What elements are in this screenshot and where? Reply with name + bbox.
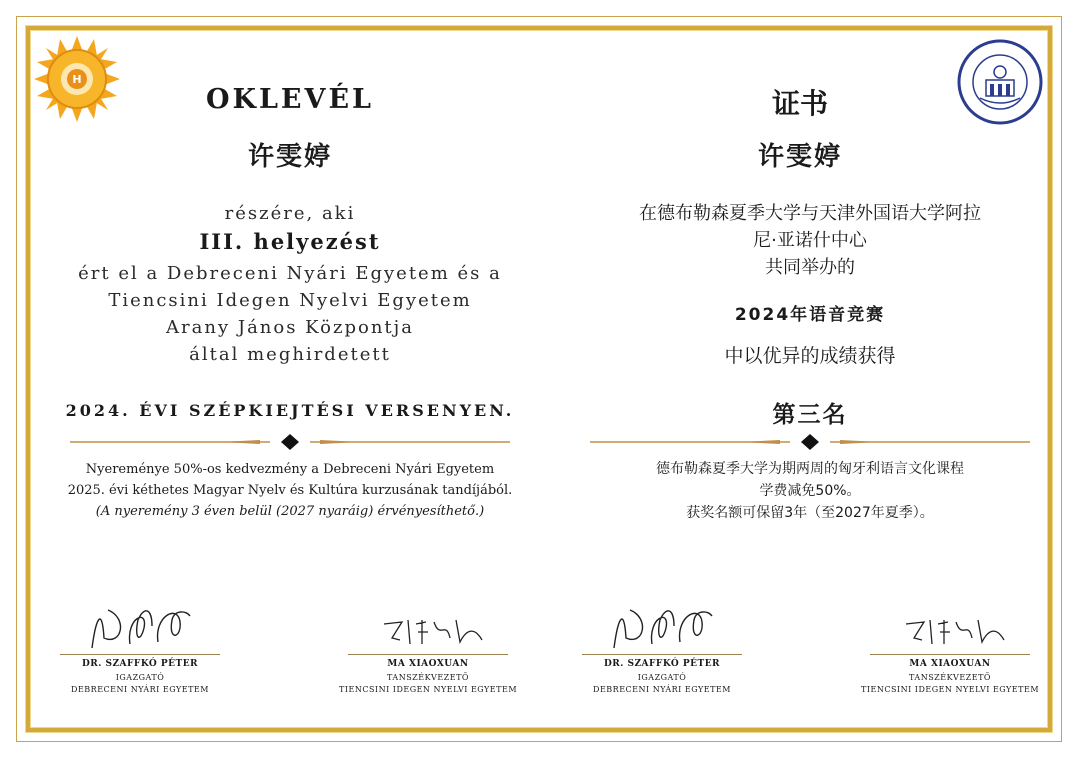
- cn-prize-note: 学费减免50%。: [759, 483, 861, 499]
- signature-block: [582, 598, 742, 698]
- signature-ma-xiaoxuan-icon: [900, 610, 1010, 654]
- signature-szaffko-icon: [82, 598, 202, 654]
- hu-placement: III. helyezést: [199, 229, 381, 254]
- hu-text-line: által meghirdetett: [189, 344, 391, 365]
- signer-role: IGAZGATÓ: [637, 673, 687, 682]
- hu-prize-validity: (A nyeremény 3 éven belül (2027 nyaráig) érvényesíthető.): [95, 504, 485, 519]
- signature-block: [338, 598, 518, 698]
- signature-ma-xiaoxuan-icon: [378, 610, 488, 654]
- signer-org: TIENCSINI IDEGEN NYELVI EGYETEM: [860, 685, 1040, 694]
- cn-prize-note: 德布勒森夏季大学为期两周的匈牙利语言文化课程: [656, 461, 964, 477]
- hu-title: OKLEVÉL: [205, 84, 375, 115]
- signer-role: IGAZGATÓ: [115, 673, 165, 682]
- hu-competition: 2024. ÉVI SZÉPKIEJTÉSI VERSENYEN.: [65, 401, 515, 420]
- hu-text-line: Tiencsini Idegen Nyelvi Egyetem: [108, 290, 472, 311]
- signer-name: DR. SZAFFKÓ PÉTER: [81, 659, 199, 669]
- svg-text:H: H: [72, 73, 82, 86]
- cn-ornament-divider: [590, 434, 1030, 450]
- signer-role: TANSZÉKVEZETŐ: [387, 673, 469, 682]
- cn-placement: 第三名: [772, 402, 848, 428]
- signer-name: MA XIAOXUAN: [387, 659, 469, 669]
- hu-ornament-divider: [70, 434, 510, 450]
- hu-prize-note: 2025. évi kéthetes Magyar Nyelv és Kultúra kurzusának tandíjából.: [67, 483, 513, 498]
- cn-text-line: 在德布勒森夏季大学与天津外国语大学阿拉: [639, 203, 981, 224]
- debrecen-summer-university-logo-icon: [32, 34, 122, 124]
- signature-block: [860, 598, 1040, 698]
- cn-recipient-name: 许雯婷: [757, 142, 842, 172]
- signature-block: [60, 598, 220, 698]
- hu-text-line: ért el a Debreceni Nyári Egyetem és a: [78, 263, 502, 284]
- cn-text-line: 中以优异的成绩获得: [724, 345, 896, 367]
- signer-role: TANSZÉKVEZETŐ: [909, 673, 991, 682]
- cn-prize-validity: 获奖名额可保留3年（至2027年夏季）。: [686, 505, 934, 521]
- signer-name: DR. SZAFFKÓ PÉTER: [603, 659, 721, 669]
- cn-competition: 2024年语音竞赛: [734, 305, 886, 325]
- hu-text-line: Arany János Központja: [166, 317, 414, 338]
- hu-intro: részére, aki: [224, 203, 356, 224]
- signer-org: TIENCSINI IDEGEN NYELVI EGYETEM: [338, 685, 518, 694]
- cn-text-line: 共同举办的: [765, 257, 855, 278]
- hu-recipient-name: 许雯婷: [247, 142, 332, 172]
- cn-title: 证书: [771, 87, 828, 120]
- signer-org: DEBRECENI NYÁRI EGYETEM: [71, 685, 209, 694]
- signer-org: DEBRECENI NYÁRI EGYETEM: [593, 685, 731, 694]
- signature-szaffko-icon: [604, 598, 724, 654]
- signer-name: MA XIAOXUAN: [909, 659, 991, 669]
- hu-prize-note: Nyereménye 50%-os kedvezmény a Debreceni Nyári Egyetem: [85, 462, 495, 477]
- cn-text-line: 尼·亚诺什中心: [753, 230, 867, 251]
